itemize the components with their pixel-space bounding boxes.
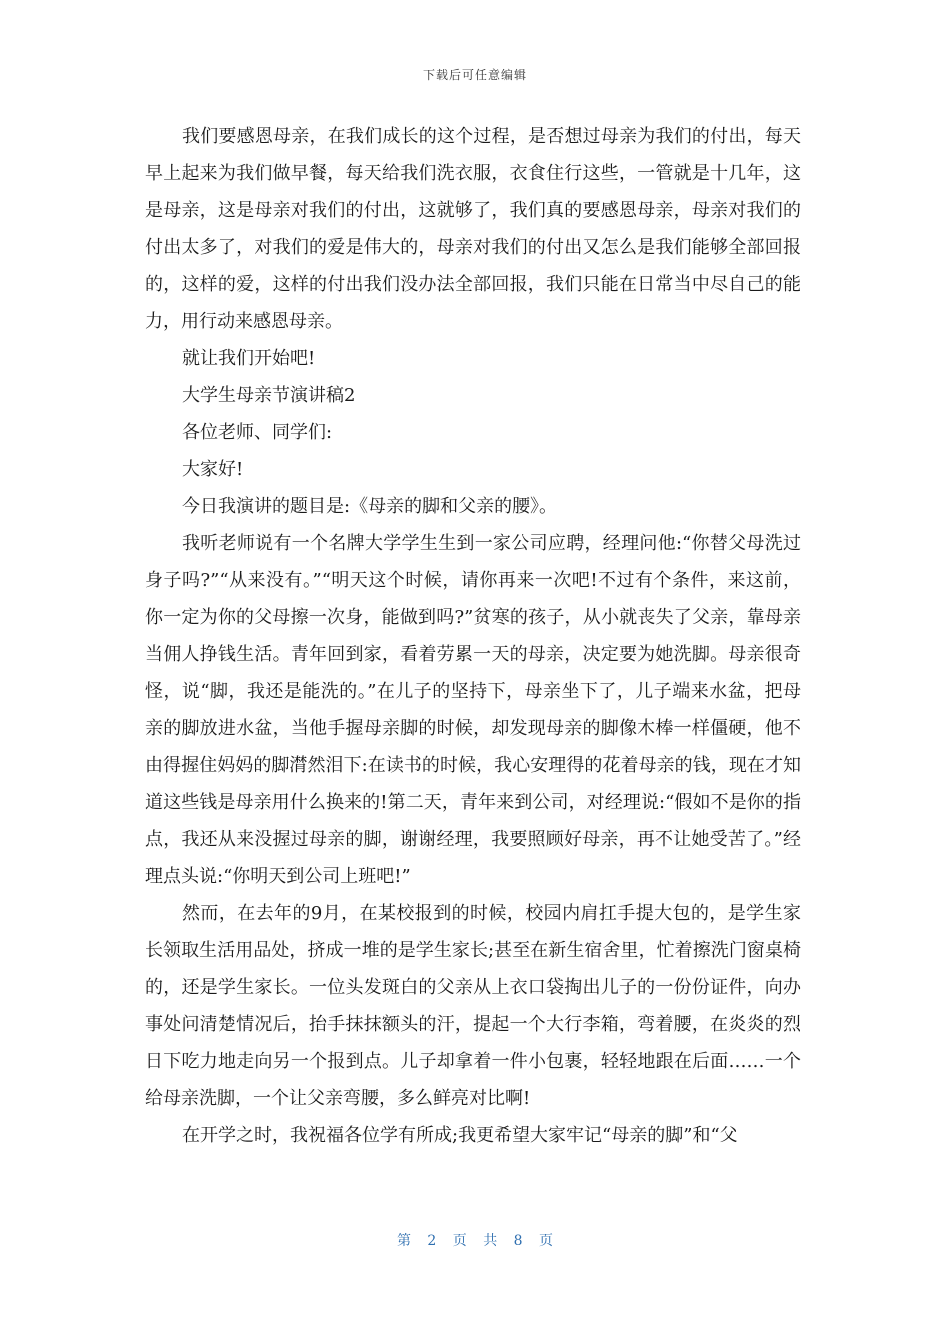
greeting: 大家好! (182, 459, 244, 480)
paragraph: 就让我们开始吧! (182, 348, 316, 369)
footer-word: 页 (452, 1233, 467, 1249)
salutation: 各位老师、同学们: (182, 422, 333, 443)
document-body (145, 118, 801, 1154)
page-header-note: 下载后可任意编辑 (422, 68, 527, 82)
section-title: 大学生母亲节演讲稿2 (182, 385, 356, 406)
footer-word: 页 (539, 1233, 554, 1249)
paragraph: 我听老师说有一个名牌大学学生生到一家公司应聘，经理问他:“你替父母洗过身子吗?”“从来没有。”“明天这个时候，请你再来一次吧!不过有个条件，来这前，你一定为你的父母擦一次身，能做到吗?”贫寒的孩子，从小就丧失了父亲，靠母亲当佣人挣钱生活。青年回到家，看着劳累一天的母亲，决定要为她洗脚。母亲很奇怪，说“脚，我还是能洗的。”在儿子的坚持下，母亲坐下了，儿子端来水盆，把母亲的脚放进水盆，当他手握母亲脚的时候，却发现母亲的脚像木棒一样僵硬，他不由得握住妈妈的脚潸然泪下:在读书的时候，我心安理得的花着母亲的钱，现在才知道这些钱是母亲用什么换来的!第二天，青年来到公司，对经理说:“假如不是你的指点，我还从来没握过母亲的脚，谢谢经理，我要照顾好母亲，再不让她受苦了。”经理点头说:“你明天到公司上班吧!” (145, 533, 801, 887)
footer-word: 第 (396, 1233, 411, 1249)
paragraph: 然而，在去年的9月，在某校报到的时候，校园内肩扛手提大包的，是学生家长领取生活用品处，挤成一堆的是学生家长;甚至在新生宿舍里，忙着擦洗门窗桌椅的，还是学生家长。一位头发斑白的父亲从上衣口袋掏出儿子的一份份证件，向办事处问清楚情况后，抬手抹抹额头的汗，提起一个大行李箱，弯着腰，在炎炎的烈日下吃力地走向另一个报到点。儿子却拿着一件小包裹，轻轻地跟在后面……一个给母亲洗脚，一个让父亲弯腰，多么鲜亮对比啊! (145, 903, 801, 1109)
speech-topic: 今日我演讲的题目是:《母亲的脚和父亲的腰》。 (182, 496, 558, 517)
total-page-number: 8 (513, 1233, 523, 1249)
paragraph: 在开学之时，我祝福各位学有所成;我更希望大家牢记“母亲的脚”和“父 (182, 1125, 738, 1146)
footer-word: 共 (483, 1233, 498, 1249)
page-number-footer (0, 1230, 950, 1250)
paragraph: 我们要感恩母亲，在我们成长的这个过程，是否想过母亲为我们的付出，每天早上起来为我们做早餐，每天给我们洗衣服，衣食住行这些，一管就是十几年，这是母亲，这是母亲对我们的付出，这就够了，我们真的要感恩母亲，母亲对我们的付出太多了，对我们的爱是伟大的，母亲对我们的付出又怎么是我们能够全部回报的，这样的爱，这样的付出我们没办法全部回报，我们只能在日常当中尽自己的能力，用行动来感恩母亲。 (145, 126, 801, 332)
current-page-number: 2 (427, 1233, 437, 1249)
